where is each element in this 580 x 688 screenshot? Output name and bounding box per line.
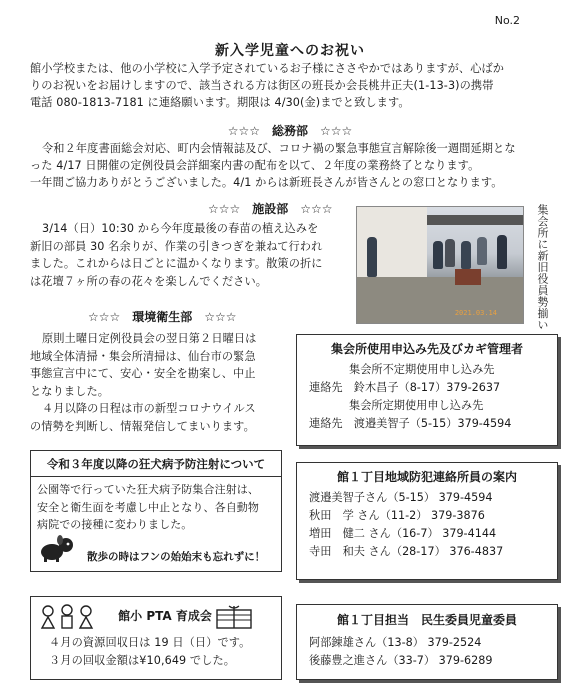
hygiene-line: 地域全体清掃・集会所清掃は、仙台市の緊急 — [30, 349, 256, 363]
rabies-line: 公園等で行っていた狂犬病予防集合注射は、 — [37, 483, 259, 496]
welfare-title: 館１丁目担当 民生委員児童委員 — [336, 613, 517, 627]
pta-line: ３月の回収金額は¥10,649 でした。 — [49, 654, 236, 667]
children-icon — [38, 604, 96, 630]
recycling-bundle-icon — [215, 604, 253, 630]
rabies-line: 安全と衛生面を考慮し中止となり、各自動物 — [37, 500, 259, 514]
hall-irregular-label: 集会所不定期使用申し込み先 — [349, 363, 495, 376]
facilities-body — [30, 220, 356, 290]
rabies-line: 病院での接種に変わりました。 — [37, 518, 193, 531]
crime-title: 館１丁目地域防犯連絡所員の案内 — [336, 470, 517, 484]
facilities-line: ました。これからは日ごとに温かくなります。散策の折に — [30, 257, 323, 270]
facilities-line: 3/14（日）10:30 から今年度最後の春苗の植え込みを — [42, 222, 319, 235]
crime-row: 寺田 和夫 さん（28-17） 376-4837 — [309, 545, 504, 558]
general-line: 令和２年度書面総会対応、町内会情報誌及び、コロナ禍の緊急事態宣言解除後一週間延期とな — [42, 142, 516, 155]
hygiene-line: となりました。 — [30, 384, 110, 398]
hygiene-line: 原則土曜日定例役員会の翌日第２日曜日は — [42, 332, 257, 345]
officers-photo — [356, 206, 524, 324]
welcome-line: りのお祝いをお届けしますので、該当される方は街区の班長か会長桃井正夫(1-13-3)の携帯 — [30, 79, 494, 92]
pta-line: ４月の資源回収日は 19 日（日）です。 — [49, 636, 251, 649]
general-line: 一年間ご協力ありがとうございました。4/1 からは新班長さんが皆さんとの窓口となります。 — [30, 176, 503, 189]
welcome-title: 新入学児童へのお祝い — [215, 43, 365, 59]
hygiene-line: 事態宣言中にて、安心・安全を勘案し、中止 — [30, 367, 256, 381]
general-body — [30, 140, 560, 191]
crime-row: 秋田 学 さん（11-2） 379-3876 — [309, 509, 485, 522]
pta-body — [31, 624, 281, 670]
welfare-row: 後藤豊之進さん（33-7） 379-6289 — [309, 654, 493, 667]
hygiene-line: の情勢を判断し、情報発信してまいります。 — [30, 419, 255, 433]
general-title: ☆☆☆ 総務部 ☆☆☆ — [227, 124, 353, 138]
photo-date: 2021.03.14 — [454, 309, 497, 317]
facilities-line: は花壇７ヶ所の春の花々を楽しんでください。 — [30, 274, 268, 288]
welcome-body — [30, 60, 560, 111]
welcome-line: 電話 080-1813-7181 に連絡願います。期限は 4/30(金)までと致します。 — [30, 96, 410, 109]
general-line: った 4/17 日開催の定例役員会詳細案内書の配布を以て、２年度の業務終了となります。 — [30, 159, 480, 172]
crime-row: 増田 健二 さん（16-7） 379-4144 — [309, 527, 497, 540]
hall-box — [296, 334, 558, 446]
hygiene-body — [30, 330, 310, 436]
crime-box — [296, 462, 558, 580]
welcome-line: 館小学校または、他の小学校に入学予定されているお子様にささやかではありますが、心ばか — [30, 62, 505, 75]
pta-title: 館小 PTA 育成会 — [118, 609, 212, 623]
rabies-body — [31, 477, 281, 534]
hall-title: 集会所使用申込み先及びカギ管理者 — [330, 342, 523, 356]
facilities-line: 新旧の部員 30 名余りが、作業の引きつぎを兼ねて行われ — [30, 239, 323, 253]
welfare-box — [296, 604, 558, 680]
hall-regular-label: 集会所定期使用申し込み先 — [349, 399, 484, 412]
hygiene-line: ４月以降の日程は市の新型コロナウイルス — [42, 402, 256, 416]
photo-caption: 集会所に新旧役員勢揃い — [536, 204, 549, 331]
rabies-title: 令和３年度以降の狂犬病予防注射について — [46, 457, 266, 471]
welfare-row: 阿部錬雄さん（13-8） 379-2524 — [309, 636, 482, 649]
hall-regular-contact: 連絡先 渡邉美智子（5-15）379-4594 — [309, 417, 512, 430]
hall-irregular-contact: 連絡先 鈴木昌子（8-17）379-2637 — [309, 381, 501, 394]
page-number: No.2 — [494, 14, 520, 27]
rabies-note: 散歩の時はフンの始始末も忘れずに！ — [87, 551, 266, 563]
facilities-title: ☆☆☆ 施設部 ☆☆☆ — [208, 202, 333, 216]
hygiene-title: ☆☆☆ 環境衛生部 ☆☆☆ — [88, 310, 237, 324]
dog-icon — [38, 534, 76, 562]
crime-row: 渡邉美智子さん（5-15） 379-4594 — [309, 491, 493, 504]
